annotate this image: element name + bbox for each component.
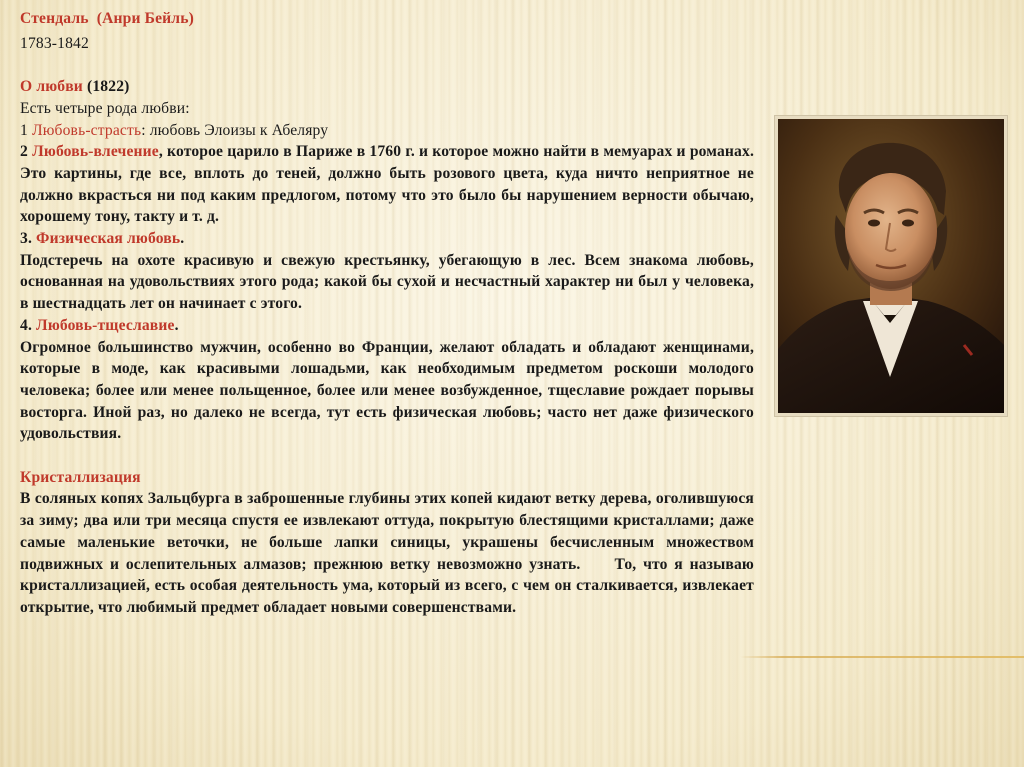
- love-type-4-text: Огромное большинство мужчин, особенно во Франции, желают обладать и обладают женщинами, которые в моде, как красивыми лошадьми, как необходимым предметом роскоши молодого человека; более или менее польщенное, более или менее возбужденное, тщеславие рождает порывы восторга. Иной раз, но далеко не всегда, тут есть физическая любовь; часто нет даже физического удовольствия.: [20, 338, 754, 443]
- work-year: (1822): [87, 78, 130, 96]
- work-heading: [20, 76, 754, 98]
- love-type-2-name: Любовь-влечение: [32, 143, 159, 161]
- crystallization-text-b: То, что я называю кристаллизацией, есть особая деятельность ума, который из всего, с чем он сталкивается, извлекает открытие, что любимый предмет обладает новыми совершенствами.: [20, 555, 754, 616]
- decorative-rule: [740, 656, 1024, 658]
- author-line: [20, 8, 754, 30]
- portrait-frame: [775, 116, 1007, 416]
- crystallization-text-a: В соляных копях Зальцбурга в заброшенные глубины этих копей кидают ветку дерева, оголившуюся за зиму; два или три месяца спустя ее извлекают оттуда, покрытую блестящими кристаллами; даже самые маленькие веточки, не больше лапки синицы, украшены бесчисленным множеством подвижных и ослепительных алмазов; прежнюю ветку невозможно узнать.: [20, 490, 754, 573]
- main-text: [20, 8, 754, 619]
- love-type-4-heading: [20, 315, 754, 337]
- work-intro: Есть четыре рода любви:: [20, 99, 190, 117]
- love-type-3-name: Физическая любовь: [36, 230, 181, 248]
- love-type-3-text: Подстеречь на охоте красивую и свежую крестьянку, убегающую в лес. Всем знакома любовь, основанная на удовольствиях этого рода; какой бы сухой и несчастный характер ни был у человека, в шестнадцать лет он начинает с этого.: [20, 251, 754, 313]
- love-type-2-text: , которое царило в Париже в 1760 г. и которое можно найти в мемуарах и романах. Это картины, где все, вплоть до теней, должно быть розового цвета, куда ничто неприятное не должно вкрасться ни под каким предлогом, потому что это было бы нарушением верности обычаю, хорошему тону, такту и т. д.: [20, 143, 754, 226]
- love-type-1-number: 1: [20, 121, 32, 139]
- portrait-illustration: [778, 119, 1004, 413]
- work-title: О любви: [20, 78, 83, 96]
- love-type-1-text: : любовь Элоизы к Абеляру: [141, 121, 329, 139]
- author-name: Стендаль: [20, 10, 89, 27]
- love-type-1: [20, 120, 754, 142]
- love-type-4-number: 4.: [20, 316, 37, 334]
- crystallization-text: [20, 488, 754, 618]
- love-type-4-punct: .: [174, 316, 179, 334]
- love-type-3-number: 3.: [20, 230, 37, 248]
- love-type-4-name: Любовь-тщеславие: [36, 316, 175, 334]
- love-type-3-heading: [20, 228, 754, 250]
- love-type-2: [20, 141, 754, 228]
- author-real-name: (Анри Бейль): [96, 10, 194, 27]
- love-type-3-punct: .: [180, 230, 185, 248]
- portrait-image: [778, 119, 1004, 413]
- author-years: 1783-1842: [20, 34, 89, 52]
- love-type-1-name: Любовь-страсть: [32, 121, 142, 139]
- crystallization-title: Кристаллизация: [20, 468, 141, 486]
- love-type-2-number: 2: [20, 143, 33, 161]
